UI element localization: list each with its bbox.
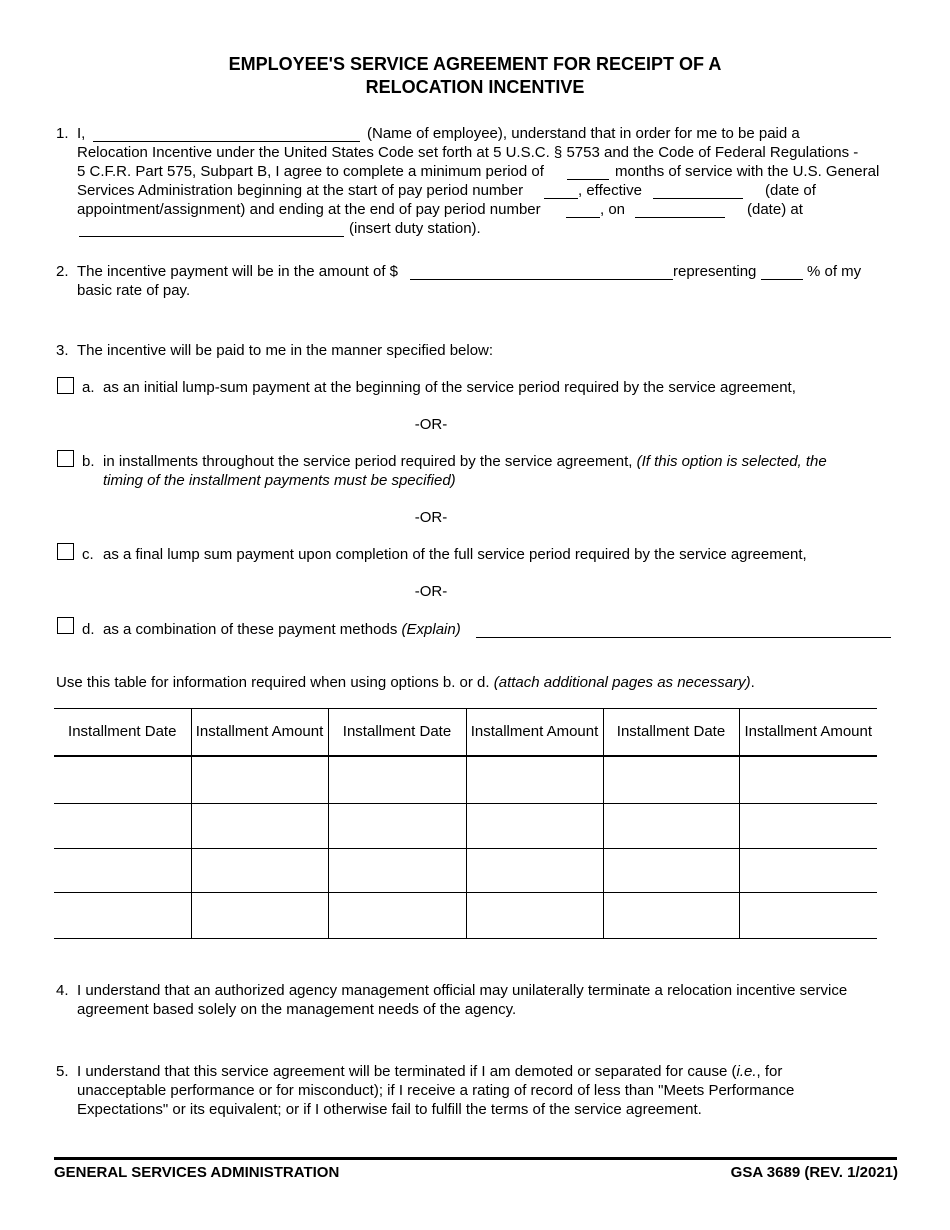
table-header-row — [54, 709, 877, 756]
table-intro-text: Use this table for information required when using options b. or d. — [56, 674, 490, 691]
duty-station-field[interactable] — [79, 219, 344, 237]
item1-line1-b: (Name of employee), understand that in order for me to be paid a — [367, 125, 800, 142]
option-b-note-2: timing of the installment payments must be specified) — [103, 472, 456, 489]
footer-divider — [54, 1157, 897, 1160]
title-line-2: RELOCATION INCENTIVE — [365, 77, 585, 97]
item1-line1-a: I, — [77, 125, 86, 142]
table-cell[interactable] — [603, 849, 739, 893]
table-cell[interactable] — [739, 893, 877, 939]
table-row — [54, 804, 877, 849]
table-cell[interactable] — [328, 893, 466, 939]
item5-line3: Expectations" or its equivalent; or if I otherwise fail to fulfill the terms of the service agreement. — [77, 1101, 702, 1118]
header-installment-amount-2: Installment Amount — [466, 709, 603, 756]
header-installment-date-2: Installment Date — [328, 709, 466, 756]
header-installment-date-1: Installment Date — [54, 709, 191, 756]
header-installment-date-3: Installment Date — [603, 709, 739, 756]
item1-line5-b: , on — [600, 201, 626, 218]
table-cell[interactable] — [328, 756, 466, 804]
item4-number: 4. — [56, 982, 69, 999]
item1-line5-c: (date) at — [747, 201, 803, 218]
option-d-line — [103, 620, 461, 639]
incentive-amount-field[interactable] — [410, 262, 673, 280]
item5-line2: unacceptable performance or for misconduct); if I receive a rating of record of less than "Meets Performance — [77, 1082, 795, 1099]
option-b-note-1: (If this option is selected, the — [636, 453, 827, 470]
item5-line1-a: I understand that this service agreement will be terminated if I am demoted or separated for cause ( — [77, 1063, 737, 1080]
table-cell[interactable] — [191, 893, 328, 939]
title-line-1: EMPLOYEE'S SERVICE AGREEMENT FOR RECEIPT OF A — [228, 54, 722, 74]
table-cell[interactable] — [466, 756, 603, 804]
table-cell[interactable] — [603, 804, 739, 849]
item2-line1-b: representing — [673, 263, 757, 280]
start-pay-period-field[interactable] — [544, 181, 578, 199]
option-a-checkbox[interactable] — [57, 377, 74, 394]
table-row — [54, 756, 877, 804]
table-cell[interactable] — [54, 849, 191, 893]
form-title — [0, 53, 950, 99]
effective-date-field[interactable] — [653, 181, 743, 199]
table-cell[interactable] — [328, 804, 466, 849]
or-separator-3: -OR- — [414, 583, 448, 600]
item5-ie: i.e. — [736, 1063, 757, 1080]
item2-line2: basic rate of pay. — [77, 282, 191, 299]
table-cell[interactable] — [191, 804, 328, 849]
table-cell[interactable] — [603, 893, 739, 939]
table-intro-note: (attach additional pages as necessary) — [493, 674, 751, 691]
table-cell[interactable] — [191, 849, 328, 893]
table-cell[interactable] — [191, 756, 328, 804]
option-a-letter: a. — [82, 379, 95, 396]
option-c-checkbox[interactable] — [57, 543, 74, 560]
item1-line4-a: Services Administration beginning at the start of pay period number — [77, 182, 524, 199]
table-cell[interactable] — [466, 849, 603, 893]
end-pay-period-field[interactable] — [566, 200, 600, 218]
or-separator-2: -OR- — [414, 509, 448, 526]
table-cell[interactable] — [739, 804, 877, 849]
option-b-letter: b. — [82, 453, 95, 470]
table-cell[interactable] — [54, 756, 191, 804]
table-cell[interactable] — [466, 804, 603, 849]
item3-number: 3. — [56, 342, 69, 359]
table-cell[interactable] — [603, 756, 739, 804]
item1-line5-a: appointment/assignment) and ending at the end of pay period number — [77, 201, 541, 218]
or-separator-1: -OR- — [414, 416, 448, 433]
table-cell[interactable] — [466, 893, 603, 939]
employee-name-field[interactable] — [93, 124, 360, 142]
item4-line1: I understand that an authorized agency management official may unilaterally terminate a relocation incentive service — [77, 982, 848, 999]
footer-agency: GENERAL SERVICES ADMINISTRATION — [54, 1164, 340, 1181]
item2-line1-c: % of my — [807, 263, 862, 280]
table-row — [54, 849, 877, 893]
option-d-explain-field[interactable] — [476, 620, 891, 638]
option-c-text: as a final lump sum payment upon completion of the full service period required by the service agreement, — [103, 546, 807, 563]
item3-text: The incentive will be paid to me in the manner specified below: — [77, 342, 494, 359]
item1-line3-b: months of service with the U.S. General — [615, 163, 880, 180]
item5-number: 5. — [56, 1063, 69, 1080]
header-installment-amount-3: Installment Amount — [739, 709, 877, 756]
option-c-letter: c. — [82, 546, 94, 563]
item5-line1 — [77, 1062, 782, 1081]
table-cell[interactable] — [328, 849, 466, 893]
item2-number: 2. — [56, 263, 69, 280]
item1-line4-c: (date of — [765, 182, 816, 199]
installment-table — [54, 708, 877, 939]
item1-line3-a: 5 C.F.R. Part 575, Subpart B, I agree to complete a minimum period of — [77, 163, 544, 180]
table-cell[interactable] — [739, 756, 877, 804]
end-date-field[interactable] — [635, 200, 725, 218]
option-b-line1 — [103, 452, 827, 471]
item5-line1-b: , for — [756, 1063, 783, 1080]
table-cell[interactable] — [54, 804, 191, 849]
item1-line4-b: , effective — [578, 182, 642, 199]
option-b-text: in installments throughout the service period required by the service agreement, — [103, 453, 633, 470]
option-b-line2 — [103, 471, 456, 490]
table-intro — [56, 673, 755, 692]
option-a-text: as an initial lump-sum payment at the beginning of the service period required by the service agreement, — [103, 379, 796, 396]
table-cell[interactable] — [54, 893, 191, 939]
footer-form-number: GSA 3689 (REV. 1/2021) — [730, 1164, 898, 1181]
option-d-checkbox[interactable] — [57, 617, 74, 634]
header-installment-amount-1: Installment Amount — [191, 709, 328, 756]
item1-line2: Relocation Incentive under the United States Code set forth at 5 U.S.C. § 5753 and the Code of Federal Regulations - — [77, 144, 859, 161]
item1-number: 1. — [56, 125, 69, 142]
percent-of-pay-field[interactable] — [761, 262, 803, 280]
minimum-months-field[interactable] — [567, 162, 609, 180]
item2-line1-a: The incentive payment will be in the amount of $ — [77, 263, 399, 280]
option-d-note: (Explain) — [401, 621, 461, 638]
table-intro-end: . — [750, 674, 755, 691]
table-cell[interactable] — [739, 849, 877, 893]
option-b-checkbox[interactable] — [57, 450, 74, 467]
option-d-letter: d. — [82, 621, 95, 638]
item1-line6: (insert duty station). — [349, 220, 481, 237]
option-d-text: as a combination of these payment methods — [103, 621, 398, 638]
table-row — [54, 893, 877, 939]
item4-line2: agreement based solely on the management needs of the agency. — [77, 1001, 517, 1018]
